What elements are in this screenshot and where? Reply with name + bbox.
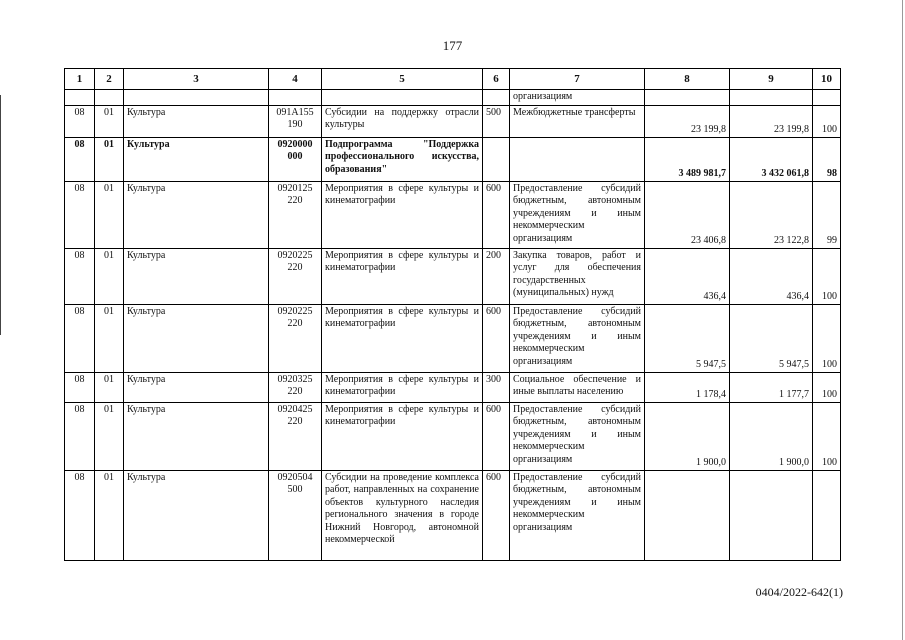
program-name-cell (322, 90, 483, 106)
section-name-cell: Культура (124, 106, 269, 138)
target-article-cell: 0920225 220 (269, 249, 322, 305)
subsection-code-cell (95, 90, 124, 106)
section-name-cell: Культура (124, 471, 269, 561)
table-body (65, 90, 841, 561)
planned-amount-cell (645, 90, 730, 106)
column-header-2: 2 (95, 69, 124, 90)
actual-amount-cell: 5 947,5 (730, 305, 813, 373)
percent-cell: 100 (813, 403, 841, 471)
section-code-cell: 08 (65, 138, 95, 182)
expense-type-description-cell: организациям (510, 90, 645, 106)
planned-amount-cell: 1 900,0 (645, 403, 730, 471)
actual-amount-cell (730, 90, 813, 106)
subsection-code-cell: 01 (95, 373, 124, 403)
planned-amount-cell: 5 947,5 (645, 305, 730, 373)
column-header-6: 6 (483, 69, 510, 90)
percent-cell: 100 (813, 373, 841, 403)
program-name-cell: Мероприятия в сфере культуры и кинематографии (322, 373, 483, 403)
section-name-cell: Культура (124, 373, 269, 403)
expense-type-description-cell: Предоставление субсидий бюджетным, автономным учреждениям и иным некоммерческим организациям (510, 403, 645, 471)
subsection-code-cell: 01 (95, 471, 124, 561)
actual-amount-cell: 23 122,8 (730, 182, 813, 249)
section-name-cell: Культура (124, 182, 269, 249)
actual-amount-cell: 1 177,7 (730, 373, 813, 403)
column-header-8: 8 (645, 69, 730, 90)
target-article-cell: 0920425 220 (269, 403, 322, 471)
section-code-cell: 08 (65, 249, 95, 305)
actual-amount-cell: 3 432 061,8 (730, 138, 813, 182)
program-name-cell: Мероприятия в сфере культуры и кинематографии (322, 182, 483, 249)
target-article-cell: 0920000 000 (269, 138, 322, 182)
actual-amount-cell: 1 900,0 (730, 403, 813, 471)
section-code-cell: 08 (65, 182, 95, 249)
section-name-cell: Культура (124, 403, 269, 471)
section-code-cell: 08 (65, 471, 95, 561)
expense-type-description-cell (510, 138, 645, 182)
expense-type-description-cell: Социальное обеспечение и иные выплаты населению (510, 373, 645, 403)
section-name-cell (124, 90, 269, 106)
expense-type-cell: 600 (483, 471, 510, 561)
subsection-code-cell: 01 (95, 249, 124, 305)
table-header-row (65, 69, 841, 90)
table-row (65, 373, 841, 403)
table-row (65, 305, 841, 373)
table-row (65, 106, 841, 138)
table-row (65, 182, 841, 249)
subsection-code-cell: 01 (95, 403, 124, 471)
target-article-cell: 0920504 500 (269, 471, 322, 561)
program-name-cell: Субсидии на поддержку отрасли культуры (322, 106, 483, 138)
expense-type-cell: 600 (483, 403, 510, 471)
section-name-cell: Культура (124, 138, 269, 182)
percent-cell (813, 90, 841, 106)
page-number: 177 (442, 38, 463, 53)
planned-amount-cell: 1 178,4 (645, 373, 730, 403)
expense-type-description-cell: Предоставление субсидий бюджетным, автономным учреждениям и иным некоммерческим организациям (510, 305, 645, 373)
program-name-cell: Мероприятия в сфере культуры и кинематографии (322, 403, 483, 471)
column-header-5: 5 (322, 69, 483, 90)
section-code-cell: 08 (65, 373, 95, 403)
planned-amount-cell: 436,4 (645, 249, 730, 305)
percent-cell: 100 (813, 106, 841, 138)
expense-type-description-cell: Предоставление субсидий бюджетным, автономным учреждениям и иным некоммерческим организациям (510, 471, 645, 561)
subsection-code-cell: 01 (95, 106, 124, 138)
percent-cell (813, 471, 841, 561)
table-row (65, 403, 841, 471)
expense-type-description-cell: Межбюджетные трансферты (510, 106, 645, 138)
percent-cell: 100 (813, 305, 841, 373)
table-row (65, 138, 841, 182)
expense-type-cell: 600 (483, 305, 510, 373)
table-row (65, 249, 841, 305)
section-name-cell: Культура (124, 249, 269, 305)
planned-amount-cell: 23 406,8 (645, 182, 730, 249)
target-article-cell: 091A155 190 (269, 106, 322, 138)
expense-type-cell: 500 (483, 106, 510, 138)
planned-amount-cell: 3 489 981,7 (645, 138, 730, 182)
budget-table-wrapper (64, 68, 841, 561)
percent-cell: 100 (813, 249, 841, 305)
budget-table (64, 68, 841, 561)
planned-amount-cell: 23 199,8 (645, 106, 730, 138)
actual-amount-cell: 23 199,8 (730, 106, 813, 138)
column-header-10: 10 (813, 69, 841, 90)
table-row (65, 471, 841, 561)
scan-artifact-line (0, 95, 1, 335)
document-code: 0404/2022-642(1) (755, 585, 843, 599)
column-header-3: 3 (124, 69, 269, 90)
program-name-cell: Подпрограмма "Поддержка профессионального искусства, образования" (322, 138, 483, 182)
target-article-cell: 0920225 220 (269, 305, 322, 373)
section-code-cell: 08 (65, 403, 95, 471)
scan-artifact-line (902, 0, 903, 640)
program-name-cell: Мероприятия в сфере культуры и кинематографии (322, 305, 483, 373)
target-article-cell: 0920125 220 (269, 182, 322, 249)
expense-type-cell (483, 138, 510, 182)
column-header-4: 4 (269, 69, 322, 90)
expense-type-description-cell: Закупка товаров, работ и услуг для обеспечения государственных (муниципальных) нужд (510, 249, 645, 305)
percent-cell: 99 (813, 182, 841, 249)
expense-type-cell: 600 (483, 182, 510, 249)
expense-type-cell: 300 (483, 373, 510, 403)
expense-type-cell: 200 (483, 249, 510, 305)
subsection-code-cell: 01 (95, 138, 124, 182)
expense-type-description-cell: Предоставление субсидий бюджетным, автономным учреждениям и иным некоммерческим организациям (510, 182, 645, 249)
subsection-code-cell: 01 (95, 305, 124, 373)
section-code-cell: 08 (65, 106, 95, 138)
section-code-cell (65, 90, 95, 106)
planned-amount-cell (645, 471, 730, 561)
column-header-9: 9 (730, 69, 813, 90)
section-name-cell: Культура (124, 305, 269, 373)
section-code-cell: 08 (65, 305, 95, 373)
column-header-1: 1 (65, 69, 95, 90)
percent-cell: 98 (813, 138, 841, 182)
program-name-cell: Субсидии на проведение комплекса работ, направленных на сохранение объектов культурного наследия регионального значения в городе Нижний Новгород, автономной некоммерческой (322, 471, 483, 561)
expense-type-cell (483, 90, 510, 106)
target-article-cell (269, 90, 322, 106)
target-article-cell: 0920325 220 (269, 373, 322, 403)
subsection-code-cell: 01 (95, 182, 124, 249)
column-header-7: 7 (510, 69, 645, 90)
program-name-cell: Мероприятия в сфере культуры и кинематографии (322, 249, 483, 305)
table-row (65, 90, 841, 106)
actual-amount-cell: 436,4 (730, 249, 813, 305)
actual-amount-cell (730, 471, 813, 561)
